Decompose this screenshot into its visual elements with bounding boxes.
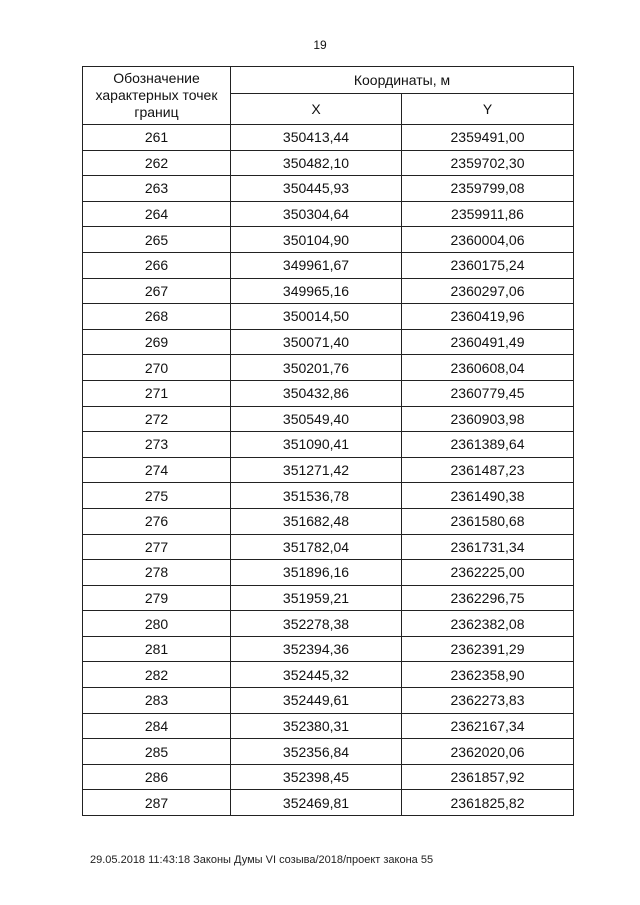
- point-designation-header: Обозначение характерных точек границ: [83, 67, 231, 125]
- x-coordinate-cell: 352445,32: [231, 662, 402, 688]
- point-number-cell: 277: [83, 534, 231, 560]
- y-coordinate-cell: 2362391,29: [402, 636, 574, 662]
- x-coordinate-cell: 350304,64: [231, 201, 402, 227]
- point-number-cell: 262: [83, 150, 231, 176]
- point-number-cell: 283: [83, 688, 231, 714]
- y-coordinate-cell: 2362273,83: [402, 688, 574, 714]
- y-coordinate-cell: 2362020,06: [402, 739, 574, 765]
- table-row: [83, 739, 574, 765]
- x-coordinate-cell: 351536,78: [231, 483, 402, 509]
- table-row: [83, 125, 574, 151]
- y-coordinate-cell: 2361490,38: [402, 483, 574, 509]
- coordinates-table-body: [83, 125, 574, 816]
- y-coordinate-cell: 2360175,24: [402, 252, 574, 278]
- coordinates-table: [82, 66, 574, 816]
- point-number-cell: 285: [83, 739, 231, 765]
- x-coordinate-cell: 352449,61: [231, 688, 402, 714]
- y-coordinate-cell: 2360419,96: [402, 304, 574, 330]
- y-coordinate-cell: 2360903,98: [402, 406, 574, 432]
- x-coordinate-cell: 350201,76: [231, 355, 402, 381]
- table-row: [83, 406, 574, 432]
- document-footer: 29.05.2018 11:43:18 Законы Думы VI созыва/2018/проект закона 55: [90, 854, 434, 866]
- y-coordinate-cell: 2361580,68: [402, 508, 574, 534]
- x-coordinate-cell: 350482,10: [231, 150, 402, 176]
- y-coordinate-cell: 2361825,82: [402, 790, 574, 816]
- point-number-cell: 275: [83, 483, 231, 509]
- table-row: [83, 380, 574, 406]
- point-number-cell: 265: [83, 227, 231, 253]
- x-coordinate-cell: 350432,86: [231, 380, 402, 406]
- y-coordinate-cell: 2362167,34: [402, 713, 574, 739]
- table-row: [83, 227, 574, 253]
- x-coordinate-cell: 352380,31: [231, 713, 402, 739]
- table-row: [83, 688, 574, 714]
- table-row: [83, 176, 574, 202]
- point-number-cell: 270: [83, 355, 231, 381]
- x-coordinate-cell: 352356,84: [231, 739, 402, 765]
- coordinates-header: Координаты, м: [231, 67, 574, 94]
- point-number-cell: 286: [83, 764, 231, 790]
- y-coordinate-cell: 2360491,49: [402, 329, 574, 355]
- table-row: [83, 278, 574, 304]
- y-coordinate-cell: 2361487,23: [402, 457, 574, 483]
- x-coordinate-cell: 351896,16: [231, 560, 402, 586]
- y-coordinate-cell: 2362382,08: [402, 611, 574, 637]
- y-coordinate-cell: 2362225,00: [402, 560, 574, 586]
- y-coordinate-cell: 2360004,06: [402, 227, 574, 253]
- y-coordinate-cell: 2362296,75: [402, 585, 574, 611]
- y-coordinate-cell: 2360608,04: [402, 355, 574, 381]
- x-coordinate-cell: 352394,36: [231, 636, 402, 662]
- point-number-cell: 269: [83, 329, 231, 355]
- table-row: [83, 329, 574, 355]
- x-coordinate-cell: 351682,48: [231, 508, 402, 534]
- x-coordinate-cell: 351271,42: [231, 457, 402, 483]
- x-coordinate-cell: 349965,16: [231, 278, 402, 304]
- y-coordinate-cell: 2359799,08: [402, 176, 574, 202]
- x-coordinate-cell: 351090,41: [231, 432, 402, 458]
- y-coordinate-cell: 2360779,45: [402, 380, 574, 406]
- table-row: [83, 252, 574, 278]
- x-coordinate-cell: 352398,45: [231, 764, 402, 790]
- point-number-cell: 281: [83, 636, 231, 662]
- point-number-cell: 271: [83, 380, 231, 406]
- table-row: [83, 355, 574, 381]
- point-number-cell: 263: [83, 176, 231, 202]
- table-row: [83, 636, 574, 662]
- table-row: [83, 304, 574, 330]
- x-coordinate-cell: 352469,81: [231, 790, 402, 816]
- point-number-cell: 273: [83, 432, 231, 458]
- point-number-cell: 264: [83, 201, 231, 227]
- point-number-cell: 268: [83, 304, 231, 330]
- point-number-cell: 278: [83, 560, 231, 586]
- table-row: [83, 432, 574, 458]
- y-coordinate-cell: 2359702,30: [402, 150, 574, 176]
- table-row: [83, 662, 574, 688]
- table-row: [83, 508, 574, 534]
- table-row: [83, 585, 574, 611]
- table-row: [83, 790, 574, 816]
- x-coordinate-cell: 351959,21: [231, 585, 402, 611]
- y-coordinate-cell: 2359491,00: [402, 125, 574, 151]
- x-coordinate-cell: 350104,90: [231, 227, 402, 253]
- point-number-cell: 272: [83, 406, 231, 432]
- table-row: [83, 457, 574, 483]
- y-coordinate-cell: 2359911,86: [402, 201, 574, 227]
- table-row: [83, 611, 574, 637]
- y-coordinate-cell: 2361389,64: [402, 432, 574, 458]
- y-coordinate-cell: 2362358,90: [402, 662, 574, 688]
- page-number: 19: [313, 38, 327, 52]
- x-coordinate-cell: 350445,93: [231, 176, 402, 202]
- point-number-cell: 274: [83, 457, 231, 483]
- point-number-cell: 267: [83, 278, 231, 304]
- x-coordinate-cell: 350071,40: [231, 329, 402, 355]
- y-coordinate-cell: 2361731,34: [402, 534, 574, 560]
- point-number-cell: 261: [83, 125, 231, 151]
- point-number-cell: 282: [83, 662, 231, 688]
- table-row: [83, 201, 574, 227]
- x-column-header: X: [231, 94, 402, 125]
- y-column-header: Y: [402, 94, 574, 125]
- table-row: [83, 560, 574, 586]
- x-coordinate-cell: 350014,50: [231, 304, 402, 330]
- table-row: [83, 713, 574, 739]
- y-coordinate-cell: 2360297,06: [402, 278, 574, 304]
- x-coordinate-cell: 350413,44: [231, 125, 402, 151]
- x-coordinate-cell: 349961,67: [231, 252, 402, 278]
- x-coordinate-cell: 352278,38: [231, 611, 402, 637]
- table-row: [83, 150, 574, 176]
- point-number-cell: 284: [83, 713, 231, 739]
- table-row: [83, 534, 574, 560]
- point-number-cell: 280: [83, 611, 231, 637]
- x-coordinate-cell: 350549,40: [231, 406, 402, 432]
- point-number-cell: 266: [83, 252, 231, 278]
- table-row: [83, 483, 574, 509]
- point-number-cell: 279: [83, 585, 231, 611]
- point-number-cell: 276: [83, 508, 231, 534]
- y-coordinate-cell: 2361857,92: [402, 764, 574, 790]
- point-number-cell: 287: [83, 790, 231, 816]
- table-row: [83, 764, 574, 790]
- x-coordinate-cell: 351782,04: [231, 534, 402, 560]
